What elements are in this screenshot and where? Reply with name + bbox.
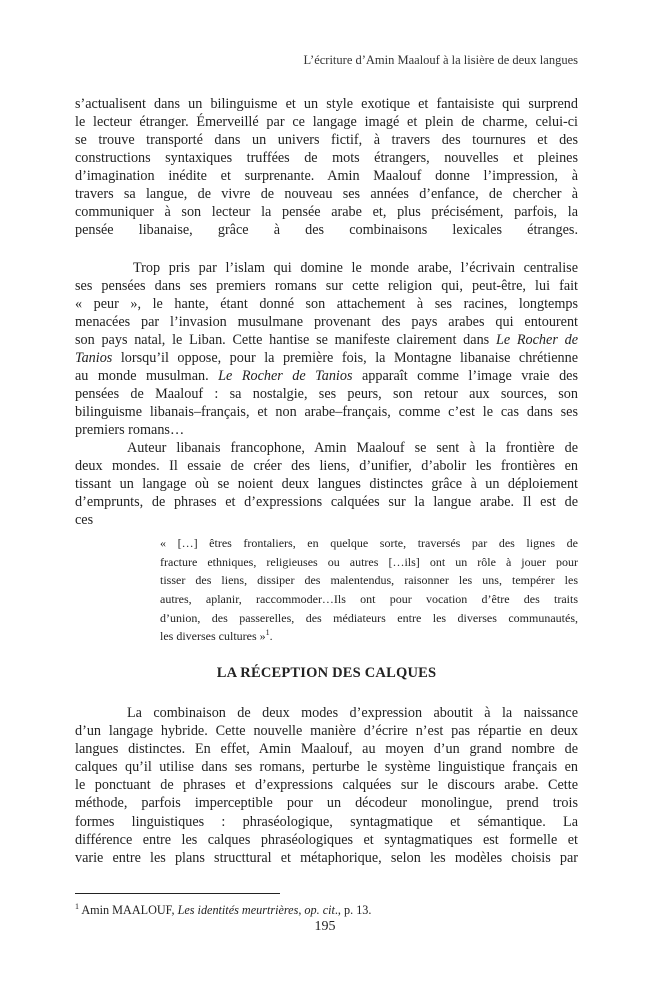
text-line: ces [75, 512, 94, 528]
italic-title: Le Rocher de [495, 332, 578, 348]
text-segment: au monde musulman. [75, 368, 219, 384]
text-line: fracture ethniques, religieuses ou autres […ils] ont un rôle à jouer pour [160, 554, 578, 569]
text-segment: les diverses cultures » [160, 629, 266, 644]
text-line: pensée libanaise, grâce à des combinaisons lexicales étranges. [75, 222, 578, 238]
text-line [75, 349, 578, 367]
italic-title: Le Rocher de Tanios [218, 368, 353, 384]
text-line [75, 331, 578, 349]
paragraph-3 [75, 439, 578, 529]
text-line: s’actualisent dans un bilinguisme et un style exotique et fantaisiste qui surprend [75, 96, 578, 112]
text-line: d’union, des passerelles, des médiateurs entre les diverses communautés, [160, 610, 578, 625]
paragraph-1 [75, 95, 578, 239]
text-line: « peur », le hante, étant donné son attachement à ses racines, longtemps [75, 296, 578, 312]
text-line: d’emprunts, de phrases et d’expressions calquées sur la langue arabe. Il est de [75, 494, 578, 510]
text-line: Auteur libanais francophone, Amin Maalouf se sent à la frontière de [127, 440, 578, 456]
text-segment: apparaît comme l’image vraie des [352, 368, 578, 384]
text-line: calques qu’il utilise dans ses romans, perturbe le système linguistique français en [75, 759, 578, 776]
section-heading: LA RÉCEPTION DES CALQUES [216, 665, 437, 681]
text-line: deux mondes. Il essaie de créer des liens, d’unifier, d’abolir les frontières en [75, 458, 578, 474]
footnote-title: Les identités meurtrières [177, 903, 299, 917]
text-line: « […] êtres frontaliers, en quelque sorte, traversés par des lignes de [160, 536, 578, 550]
text-segment: . [269, 629, 273, 644]
page-number: 195 [314, 919, 336, 934]
text-line [75, 367, 578, 385]
footnote-page: ., p. 13. [334, 903, 372, 917]
paragraph-4 [75, 704, 578, 867]
paragraph-2 [75, 259, 578, 439]
text-line: méthode, parfois imperceptible pour un décodeur monolingue, prend trois [75, 795, 578, 812]
text-line: premiers romans… [75, 422, 185, 438]
text-line: varie entre les plans structtural et métaphorique, selon les modèles choisis par [75, 849, 578, 866]
text-line: le ponctuant de phrases et d’expressions calquées sur le discours arabe. Cette [75, 777, 578, 794]
text-segment: lorsqu’il oppose, pour la première fois, la Montagne libanaise chrétienne [112, 350, 578, 366]
footnote-marker: 1 [75, 901, 79, 911]
block-quote [160, 534, 578, 646]
text-line [160, 627, 578, 646]
text-line: ses pensées dans ses premiers romans sur cette religion qui, peut-être, lui fait [75, 278, 578, 294]
footnote-ref: 1 [265, 628, 270, 638]
text-line: langues distinctes. En effet, Amin Maalouf, au moyen d’un grand nombre de [75, 741, 578, 758]
footnote-opcit: op. cit [304, 903, 335, 917]
text-line: formes linguistiques : phraséologique, syntagmatique et sémantique. La [75, 813, 578, 830]
text-line: le lecteur étranger. Émerveillé par ce langage imagé et plein de charme, celui-ci [75, 114, 578, 130]
italic-title: Tanios [75, 350, 113, 366]
text-line: bilinguisme libanais–français, et non arabe–français, comme c’est le cas dans ses [75, 404, 578, 420]
text-line: Trop pris par l’islam qui domine le monde arabe, l’écrivain centralise [133, 260, 578, 276]
footnote [75, 903, 371, 918]
text-line: se trouve transporté dans un univers fictif, à travers des tournures et des [75, 132, 578, 148]
text-line: différence entre les calques phraséologiques et syntagmatiques est formelle et [75, 831, 578, 848]
text-line: travers sa langue, de vivre de nouveau ses années d’enfance, de chercher à [75, 186, 578, 202]
running-header: L’écriture d’Amin Maalouf à la lisière de deux langues [303, 53, 578, 67]
text-line: menacées par l’invasion musulmane provenant des pays arabes qui entourent [75, 314, 578, 330]
text-line: d’imagination inédite et surprenante. Amin Maalouf donne l’impression, à [75, 168, 578, 184]
text-line: autres, aplanir, raccommoder…Ils ont pour vocation d’être des traits [160, 592, 578, 607]
text-line: tissant un langage où se noient deux langues distinctes grâce à un déploiement [75, 476, 578, 492]
text-line: communiquer à son lecteur la pensée arabe et, plus précisément, parfois, la [75, 204, 578, 220]
text-segment: son pays natal, le Liban. Cette hantise se manifeste clairement dans [75, 332, 496, 348]
footnote-sep: , [298, 903, 305, 917]
text-line: constructions syntaxiques truffées de mots étrangers, nouvelles et pleines [75, 150, 578, 166]
text-line: pensées de Maalouf : sa nostalgie, ses peurs, son retour aux sources, son [75, 386, 578, 402]
footnote-separator [75, 893, 280, 894]
text-line: La combinaison de deux modes d’expression aboutit à la naissance [127, 705, 578, 721]
text-line: tisser des liens, dissiper des malentendus, raisonner les uns, tempérer les [160, 573, 578, 588]
footnote-author: Amin MAALOUF, [79, 903, 178, 917]
text-line: d’un langage hybride. Cette nouvelle manière d’écrire n’est pas répartie en deux [75, 723, 578, 740]
